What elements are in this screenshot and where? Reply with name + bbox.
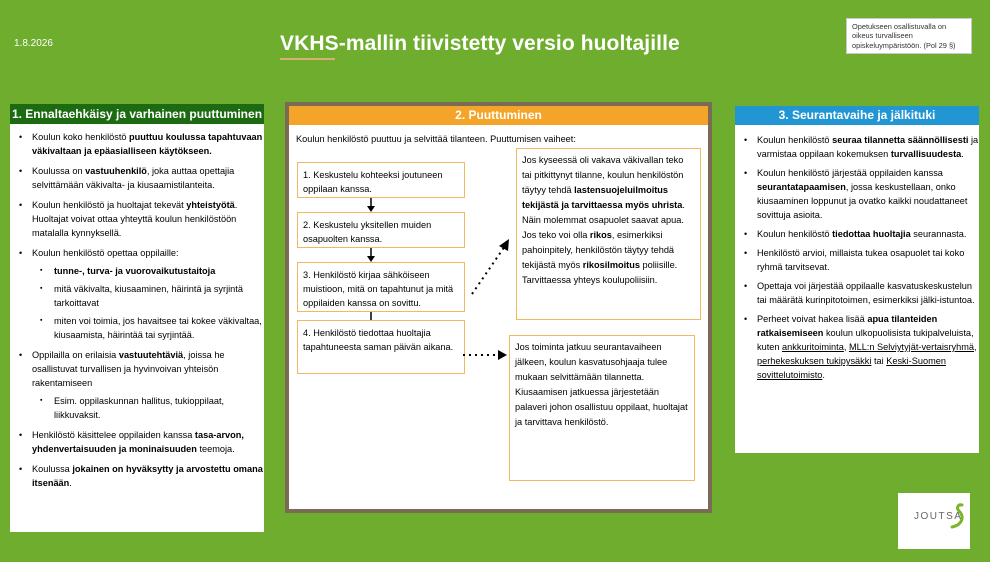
list-item — [735, 312, 979, 382]
text: , joka auttaa opettajia selvittämään väkivalta- ja kiusaamistilanteita. — [32, 166, 235, 190]
text: Koulussa on — [32, 166, 86, 176]
step-4-box: 4. Henkilöstö tiedottaa huoltajia tapahtuneesta saman päivän aikana. — [297, 320, 465, 374]
text: Koulun henkilöstö järjestää oppilaiden kanssa — [757, 168, 943, 178]
followup-heading: 3. Seurantavaihe ja jälkituki — [735, 106, 979, 125]
intervention-heading: 2. Puuttuminen — [289, 106, 708, 125]
text: ja varmistaa oppilaan kokemuksen — [757, 135, 979, 159]
bold-text: tunne-, turva- ja vuorovaikutustaitoja — [54, 266, 216, 276]
severe-case-box — [516, 148, 701, 320]
bold-text: rikosilmoitus — [582, 260, 640, 270]
text: teemoja. — [196, 444, 235, 454]
date: 1.8.2026 — [14, 38, 53, 49]
dotted-arrow-icon — [461, 348, 511, 362]
arrow-down-icon — [365, 198, 377, 212]
text: Koulussa — [32, 464, 73, 474]
text: Perheet voivat hakea lisää — [757, 314, 868, 324]
text: Koulun henkilöstö opettaa oppilaille: — [32, 248, 179, 258]
text: koulun ulkopuolisista tukipalveluista, kuten — [757, 328, 974, 352]
step-2-box: 2. Keskustelu yksitellen muiden osapuolten kanssa. — [297, 212, 465, 248]
joutsa-logo — [898, 493, 970, 549]
step-1-box: 1. Keskustelu kohteeksi joutuneen oppilaan kanssa. — [297, 162, 465, 198]
text: Koulun koko henkilöstö — [32, 132, 130, 142]
bold-text: seurantatapaamisen — [757, 182, 846, 192]
list-item — [10, 246, 264, 342]
list-item — [10, 462, 264, 490]
intervention-column — [285, 102, 712, 513]
list-item — [10, 130, 264, 158]
followup-list — [735, 133, 979, 382]
continuation-box: Jos toiminta jatkuu seurantavaiheen jälkeen, koulun kasvatusohjaaja tulee mukaan selvittämään tilannetta. Kiusaamisen jatkuessa järjestetään palaveri johon osallistuu oppilaat, huoltajat ja tarvittava henkilöstö. — [509, 335, 695, 481]
arrow-down-icon — [365, 248, 377, 262]
bold-text: tasa-arvon, yhdenvertaisuuden ja moninaisuuden — [32, 430, 244, 454]
sub-list-item: ▪ mitä väkivalta, kiusaaminen, häirintä ja syrjintä tarkoittavat — [32, 282, 264, 310]
bold-text: vastuuhenkilö — [85, 166, 147, 176]
dotted-arrow-icon — [469, 236, 515, 298]
mll-link[interactable]: MLL:n Selviytyjät-vertaisryhmä — [848, 342, 975, 352]
text: Koulun henkilöstö — [757, 229, 833, 239]
text: . — [69, 478, 72, 488]
text: , esimerkiksi pahoinpitely, henkilöstön täytyy tehdä tekijästä myös — [522, 230, 675, 270]
bold-text: tiedottaa huoltajia — [832, 229, 911, 239]
tukipysakki-link[interactable]: perhekeskuksen tukipysäkki — [757, 356, 872, 366]
sub-list-item — [32, 264, 264, 278]
text: Jos kyseessä oli vakava väkivallan teko tai pitkittynyt tilanne, koulun henkilöstön täytyy tehdä — [522, 155, 684, 195]
sub-list-item: ▪ Esim. oppilaskunnan hallitus, tukioppilaat, liikkuvaksit. — [32, 394, 264, 422]
ankkuri-link[interactable]: ankkuritoiminta — [782, 342, 844, 352]
bold-text: apua tilanteiden ratkaisemiseen — [757, 314, 938, 338]
bold-text: jokainen on hyväksytty ja arvostettu omana itsenään — [32, 464, 263, 488]
followup-column — [735, 106, 979, 453]
bold-text: puuttuu koulussa tapahtuvaan väkivaltaan ja epäasialliseen käytökseen. — [32, 132, 263, 156]
bold-text: lastensuojeluilmoitus tekijästä ja tarvittaessa myös uhrista — [522, 185, 683, 210]
text: Henkilöstö käsittelee oppilaiden kanssa — [32, 430, 195, 440]
prevention-list — [10, 130, 264, 490]
list-item — [735, 133, 979, 161]
text: tai — [871, 356, 887, 366]
text: , — [843, 342, 849, 352]
text: Koulun henkilöstö — [757, 135, 833, 145]
list-item — [10, 348, 264, 422]
intervention-intro: Koulun henkilöstö puuttuu ja selvittää tilanteen. Puuttumisen vaiheet: — [296, 134, 576, 144]
list-item — [10, 428, 264, 456]
text: . — [961, 149, 964, 159]
sub-list — [32, 264, 264, 342]
list-item — [10, 198, 264, 240]
sub-list — [32, 394, 264, 422]
notice-box: Opetukseen osallistuvalla on oikeus turvalliseen opiskeluympäristöön. (Pol 29 §) — [846, 18, 972, 54]
bold-text: vastuutehtäviä — [118, 350, 184, 360]
text: , jossa keskustellaan, onko kiusaaminen loppunut ja ovatko kaikki noudattaneet sovittuja asioita. — [757, 182, 968, 220]
list-item: • Opettaja voi järjestää oppilaalle kasvatuskeskustelun tai määrätä kurinpitotoimen, esimerkiksi jälki-istuntoa. — [735, 279, 979, 307]
list-item: • Henkilöstö arvioi, millaista tukea osapuolet tai koko ryhmä tarvitsevat. — [735, 246, 979, 274]
list-item — [735, 227, 979, 241]
text: poliisille. Tarvittaessa yhteys koulupoliisiin. — [522, 260, 678, 285]
bold-text: seuraa tilannetta säännöllisesti — [832, 135, 969, 145]
prevention-column — [10, 104, 264, 532]
list-item — [735, 166, 979, 222]
sub-list-item: ▪ miten voi toimia, jos havaitsee tai kokee väkivaltaa, kiusaamista, häirintää tai syrjintää. — [32, 314, 264, 342]
text: . Näin molemmat osapuolet saavat apua. Jos teko voi olla — [522, 200, 685, 240]
step-3-box: 3. Henkilöstö kirjaa sähköiseen muistioon, mitä on tapahtunut ja mitä oppilaiden kanssa on sovittu. — [297, 262, 465, 312]
prevention-heading: 1. Ennaltaehkäisy ja varhainen puuttuminen — [10, 104, 264, 124]
list-item — [10, 164, 264, 192]
page-title: VKHS-mallin tiivistetty versio huoltajille — [280, 32, 680, 55]
text: . Huoltajat voivat ottaa yhteyttä koulun henkilöstöön matalalla kynnyksellä. — [32, 200, 238, 238]
bold-text: rikos — [589, 230, 612, 240]
bold-text: yhteistyötä — [186, 200, 235, 210]
text: , — [974, 342, 977, 352]
text: , joissa he osallistuvat turvallisen ja hyvinvoivan yhteisön rakentamiseen — [32, 350, 225, 388]
text: seurannasta. — [910, 229, 967, 239]
text: . — [822, 370, 825, 380]
text: Koulun henkilöstö ja huoltajat tekevät — [32, 200, 187, 210]
text: Oppilailla on erilaisia — [32, 350, 119, 360]
title-underline — [280, 58, 335, 60]
sovittelutoimisto-link[interactable]: Keski-Suomen sovittelutoimisto — [757, 356, 946, 380]
logo-text: JOUTSA — [914, 511, 963, 522]
bold-text: turvallisuudesta — [890, 149, 962, 159]
